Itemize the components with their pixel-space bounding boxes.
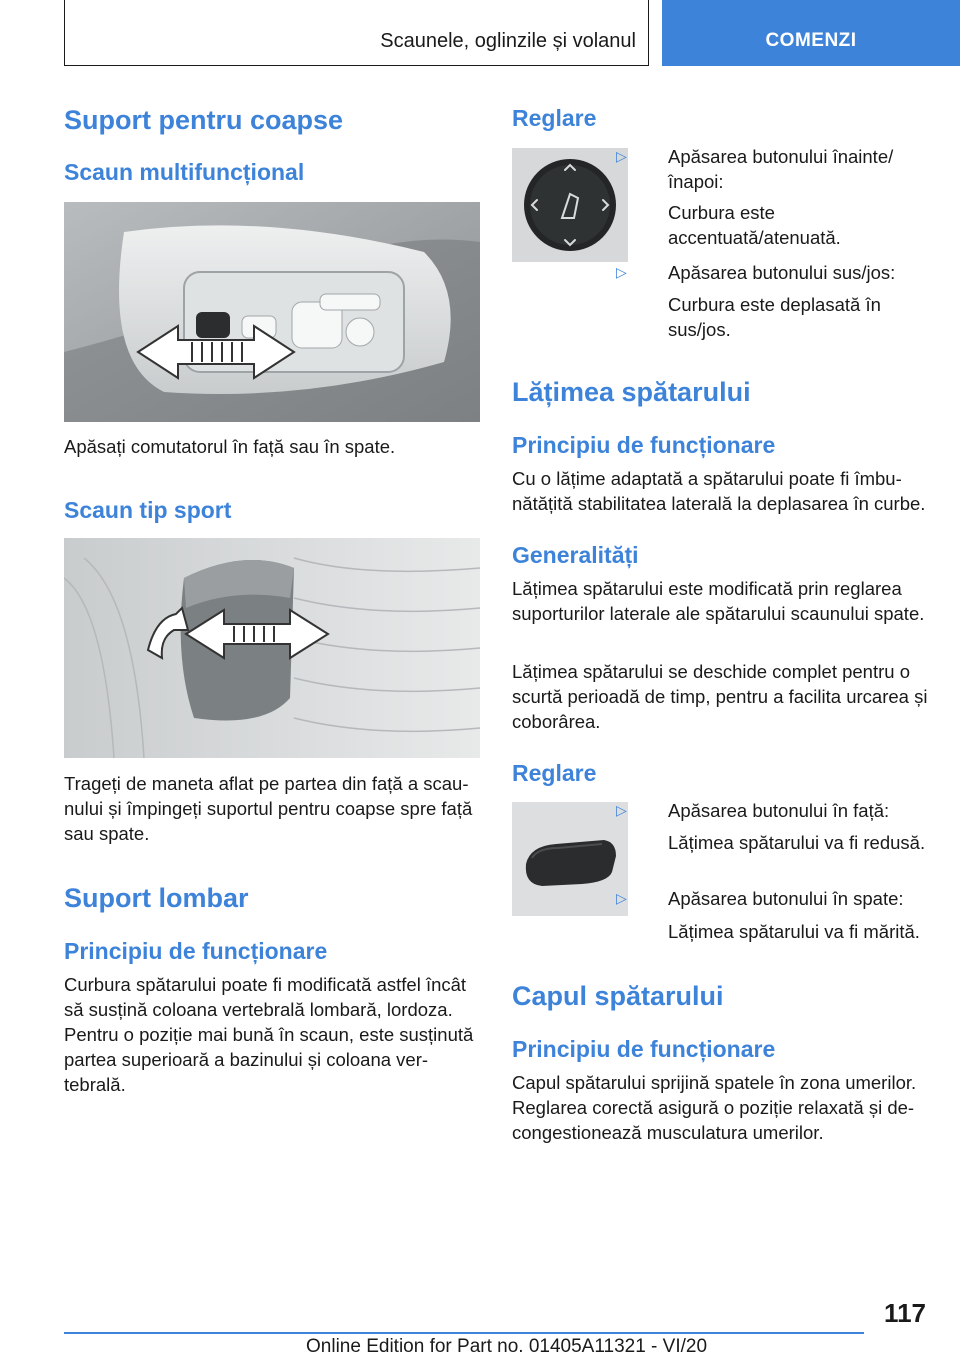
page-number: 117 xyxy=(884,1298,926,1328)
image-lumbar-control xyxy=(512,148,628,262)
triangle-right-icon: ▷ xyxy=(616,890,627,906)
header-frame xyxy=(64,0,649,66)
paragraph-sport-seat: Trageți de maneta aflat pe partea din față a scaunului și împingeți suportul pentru coapse spre față sau spate. xyxy=(64,773,473,844)
heading-multifunction-seat: Scaun multifuncțional xyxy=(64,159,305,185)
heading-lumbar-support: Suport lombar xyxy=(64,883,249,913)
heading-backrest-width: Lățimea spătarului xyxy=(512,377,751,407)
heading-general: Generalități xyxy=(512,542,639,568)
heading-thigh-support: Suport pentru coapse xyxy=(64,105,344,135)
footer-divider xyxy=(64,1332,864,1334)
list-item-action: Apăsarea butonului în spate: xyxy=(668,888,904,909)
heading-sport-seat: Scaun tip sport xyxy=(64,497,232,523)
list-item-action: Apăsarea butonului sus/jos: xyxy=(668,262,896,283)
footer-edition: Online Edition for Part no. 01405A11321 - VI/20 xyxy=(306,1336,708,1357)
heading-width-principle: Principiu de funcționare xyxy=(512,432,776,458)
image-backrest-width-button xyxy=(512,802,628,916)
section-tab[interactable] xyxy=(662,0,960,66)
triangle-right-icon: ▷ xyxy=(616,148,627,164)
list-item-action: Apăsarea butonului în față: xyxy=(668,800,890,821)
heading-lumbar-principle: Principiu de funcționare xyxy=(64,938,328,964)
heading-headrest: Capul spătarului xyxy=(512,981,724,1011)
paragraph-lumbar-principle: Curbura spătarului poate fi modificată astfel încât să susțină coloana vertebrală lombară, lordoza. Pentru o poziție mai bună în scaun, este susținută partea superioară a bazinului și coloana vertebrală. xyxy=(64,974,474,1095)
heading-adjustment-lumbar: Reglare xyxy=(512,105,597,131)
list-item-result: Lățimea spătarului va fi mărită. xyxy=(668,921,920,942)
triangle-right-icon: ▷ xyxy=(616,802,627,818)
list-item-action: Apăsarea butonului înainte/înapoi: xyxy=(668,146,894,192)
list-item-result: Lățimea spătarului va fi redusă. xyxy=(668,832,926,853)
image-multifunction-seat-switch xyxy=(64,202,480,422)
list-item-result: Curbura este accentuată/atenuată. xyxy=(668,202,841,248)
paragraph-headrest-principle: Capul spătarului sprijină spatele în zona umerilor. Reglarea corectă asigură o poziție relaxată și decongestionează musculatura umerilor. xyxy=(512,1072,917,1143)
image-sport-seat-lever xyxy=(64,538,480,758)
list-item-result: Curbura este deplasată în sus/jos. xyxy=(668,294,881,340)
heading-headrest-principle: Principiu de funcționare xyxy=(512,1036,776,1062)
section-tab-label: COMENZI xyxy=(765,30,857,51)
heading-adjustment-width: Reglare xyxy=(512,760,597,786)
paragraph-general-2: Lățimea spătarului se deschide complet pentru o scurtă perioadă de timp, pentru a facilita urcarea și coborârea. xyxy=(512,661,928,732)
paragraph-multifunction-seat: Apăsați comutatorul în față sau în spate. xyxy=(64,436,396,457)
triangle-right-icon: ▷ xyxy=(616,264,627,280)
chapter-title: Scaunele, oglinzile și volanul xyxy=(380,30,636,52)
paragraph-general-1: Lățimea spătarului este modificată prin reglarea suporturilor laterale ale spătarului scaunului spate. xyxy=(512,578,925,624)
paragraph-width-principle: Cu o lățime adaptată a spătarului poate fi îmbunătățită stabilitatea laterală la deplasarea în curbe. xyxy=(512,468,926,514)
